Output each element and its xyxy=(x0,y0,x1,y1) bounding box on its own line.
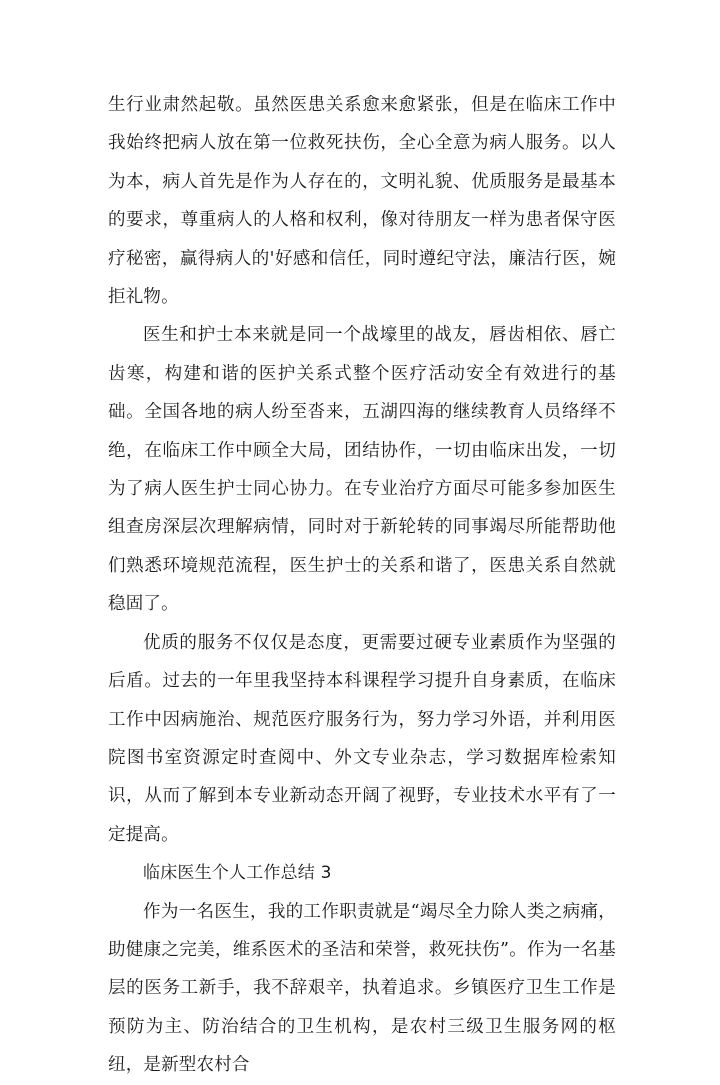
paragraph-doctor-nurse: 医生和护士本来就是同一个战壕里的战友，唇齿相依、唇亡齿寒，构建和谐的医护关系式整个医疗活动安全有效进行的基础。全国各地的病人纷至沓来，五湖四海的继续教育人员络绎不绝，在临床工作中顾全大局，团结协作，一切由临床出发，一切为了病人医生护士同心协力。在专业治疗方面尽可能多参加医生组查房深层次理解病情，同时对于新轮转的同事竭尽所能帮助他们熟悉环境规范流程，医生护士的关系和谐了，医患关系自然就稳固了。 xyxy=(108,325,616,615)
document-body xyxy=(108,86,616,1085)
paragraph-continued: 生行业肃然起敬。虽然医患关系愈来愈紧张，但是在临床工作中我始终把病人放在第一位救死扶伤，全心全意为病人服务。以人为本，病人首先是作为人存在的，文明礼貌、优质服务是最基本的要求，尊重病人的人格和权利，像对待朋友一样为患者保守医疗秘密，赢得病人的'好感和信任，同时遵纪守法，廉洁行医，婉拒礼物。 xyxy=(108,95,616,308)
paragraph-duty: 作为一名医生，我的工作职责就是“竭尽全力除人类之病痛，助健康之完美，维系医术的圣洁和荣誉，救死扶伤”。作为一名基层的医务工新手，我不辞艰辛，执着追求。乡镇医疗卫生工作是预防为主、防治结合的卫生机构，是农村三级卫生服务网的枢纽，是新型农村合 xyxy=(108,901,616,1076)
paragraph-quality-service: 优质的服务不仅仅是态度，更需要过硬专业素质作为坚强的后盾。过去的一年里我坚持本科课程学习提升自身素质，在临床工作中因病施治、规范医疗服务行为，努力学习外语，并利用医院图书室资源定时查阅中、外文专业杂志，学习数据库检索知识，从而了解到本专业新动态开阔了视野，专业技术水平有了一定提高。 xyxy=(108,632,616,845)
section-heading: 临床医生个人工作总结 3 xyxy=(143,863,332,884)
